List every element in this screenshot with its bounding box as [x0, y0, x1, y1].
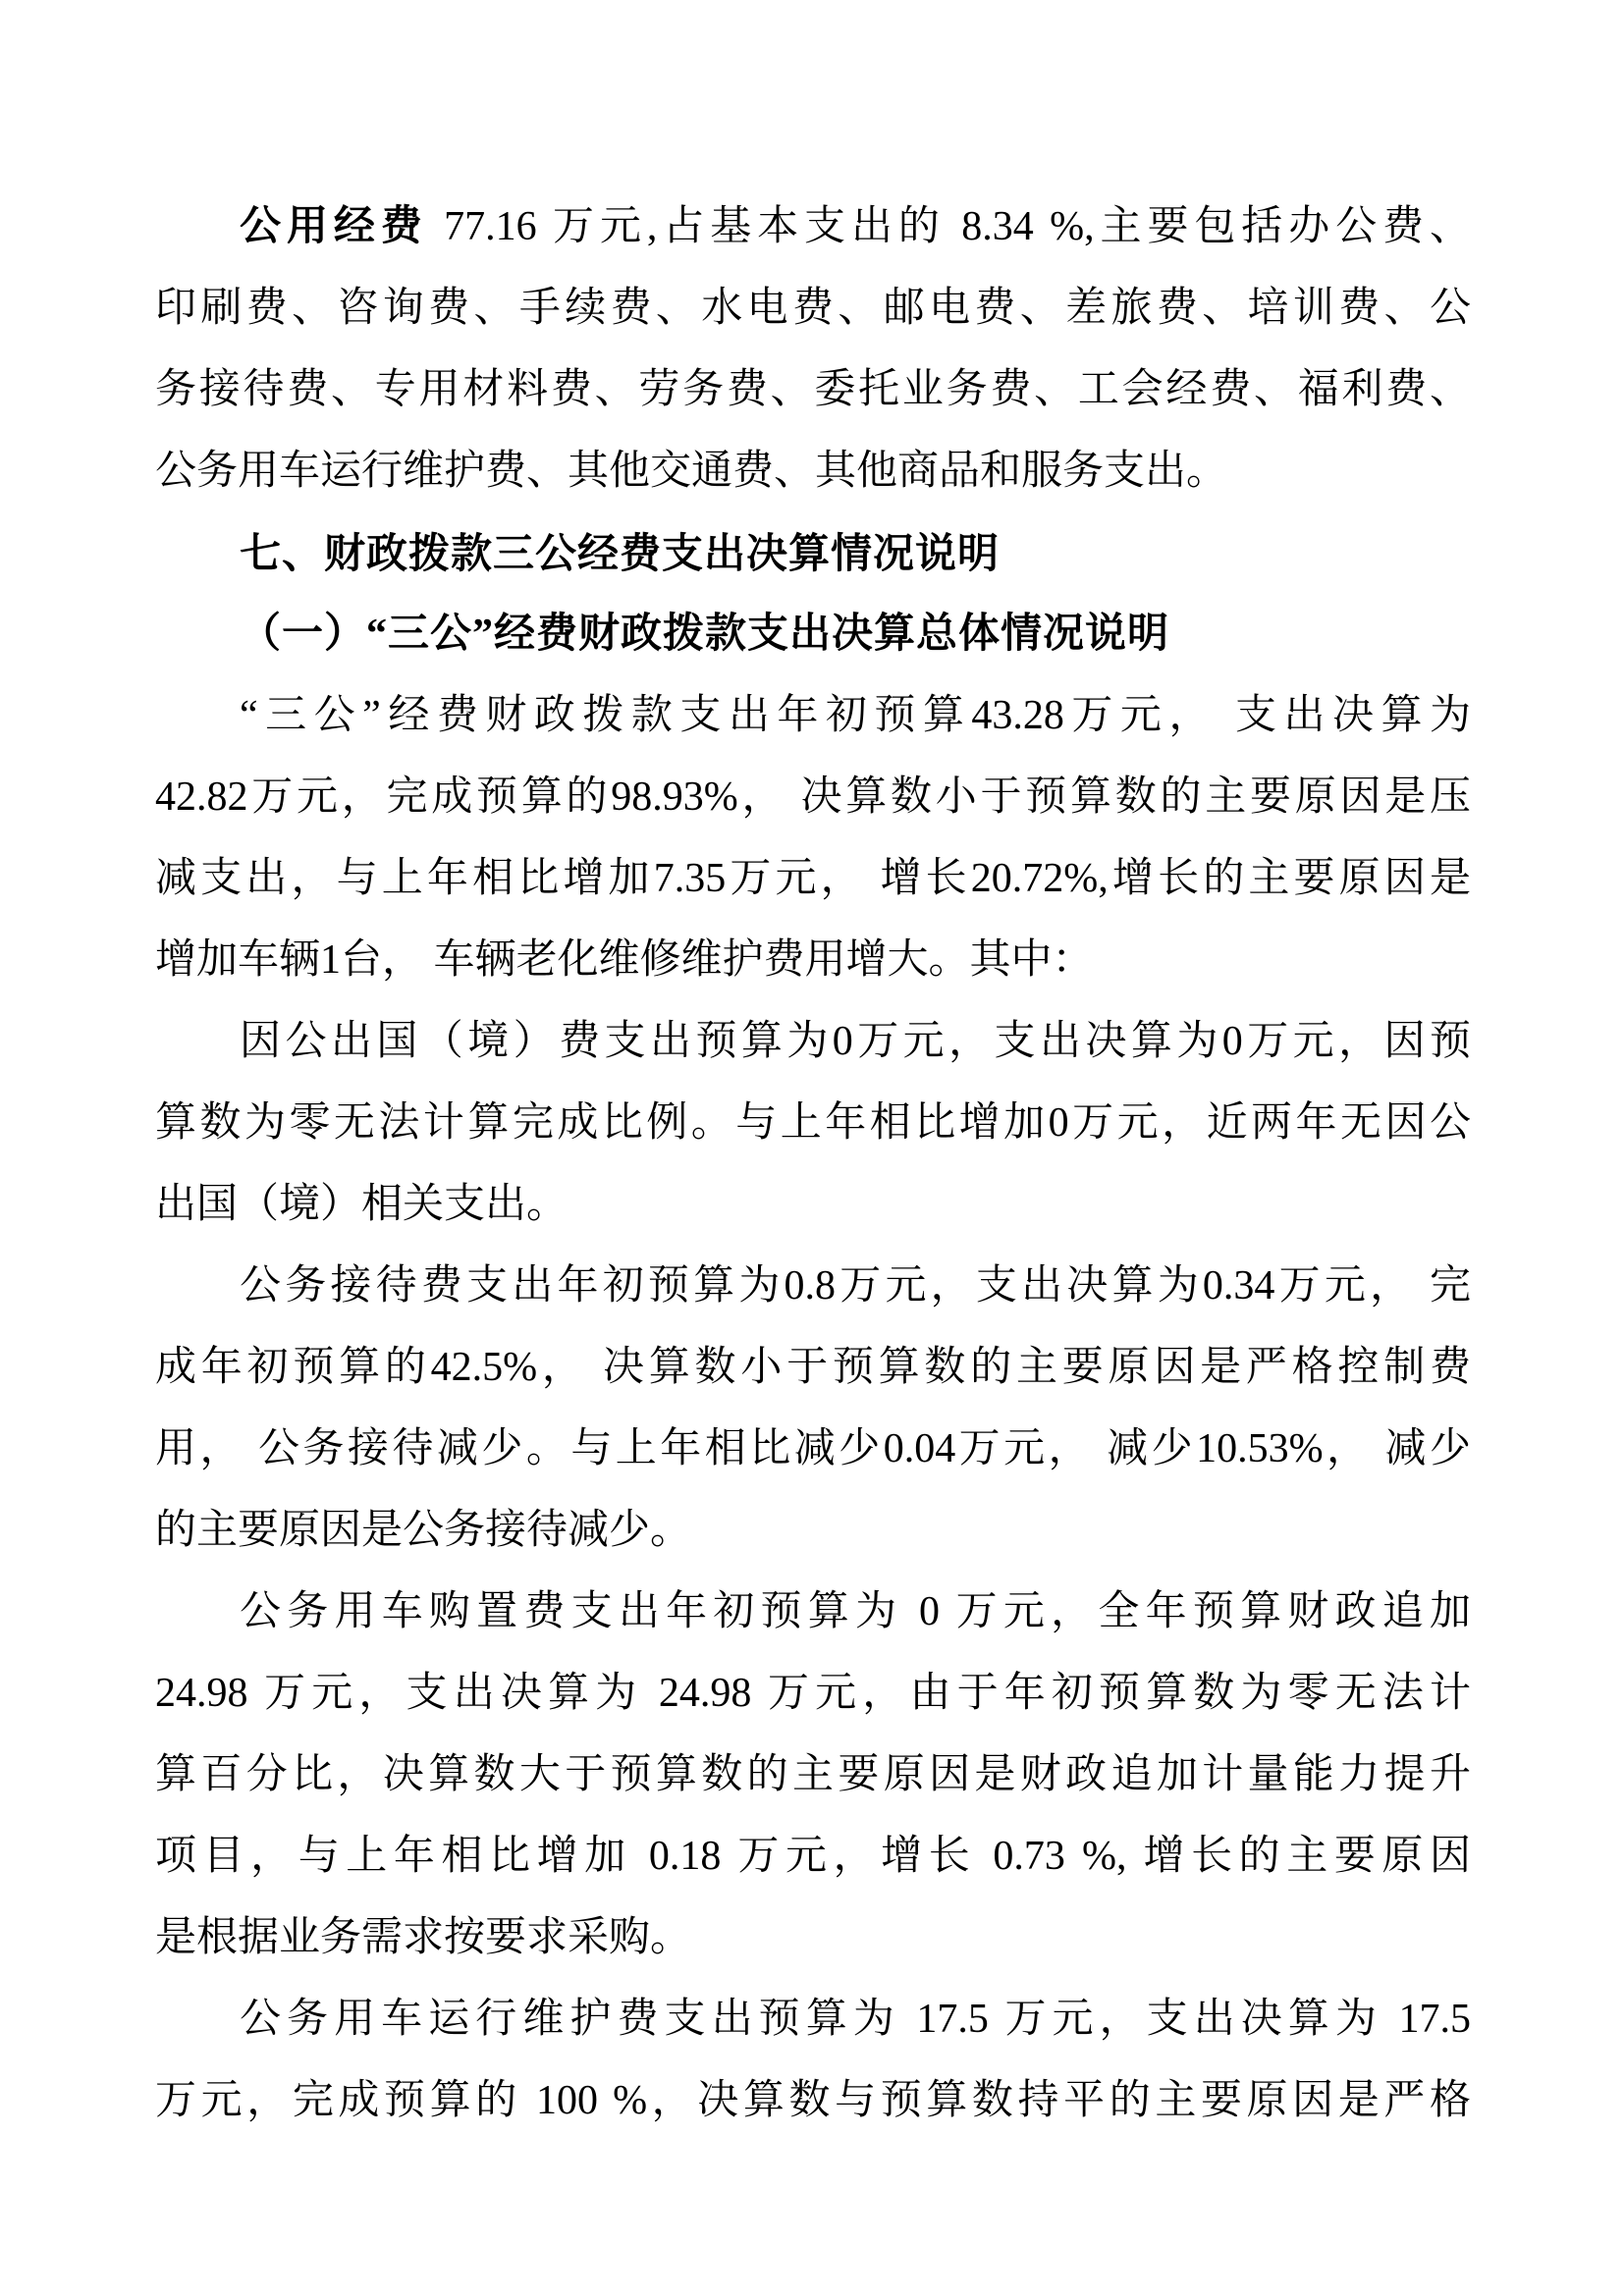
- text-run: 24.98 万元，支出决算为 24.98 万元，由于年初预算数为零无法计: [155, 1671, 1471, 1716]
- text-run: 减支出，与上年相比增加7.35万元， 增长20.72%,增长的主要原因是: [155, 856, 1471, 901]
- heading-subsection-one: [155, 594, 1471, 675]
- doc-line: [155, 1653, 1471, 1735]
- text-run: 务接待费、专用材料费、劳务费、委托业务费、工会经费、福利费、: [155, 367, 1471, 412]
- doc-line: [155, 675, 1471, 757]
- doc-line: [155, 1246, 1471, 1327]
- text-run: 出国（境）相关支出。: [155, 1182, 568, 1227]
- doc-line: [155, 349, 1471, 431]
- text-run: 公务用车运行维护费支出预算为 17.5 万元，支出决算为 17.5: [240, 1997, 1471, 2042]
- doc-line: [155, 838, 1471, 920]
- doc-line: [155, 1490, 1471, 1572]
- doc-line: [155, 1816, 1471, 1897]
- doc-line: [155, 431, 1471, 512]
- text-run: 77.16 万元,占基本支出的 8.34 %,主要包括办公费、: [427, 204, 1471, 249]
- bold-text-run: 七、财政拨款三公经费支出决算情况说明: [240, 529, 1001, 577]
- bold-text-run: 公用经费: [240, 204, 428, 249]
- para-vehicle-maintenance: [155, 1979, 1471, 2142]
- text-run: 是根据业务需求按要求采购。: [155, 1915, 692, 1960]
- doc-line: [155, 757, 1471, 838]
- text-run: 成年初预算的42.5%， 决算数小于预算数的主要原因是严格控制费: [155, 1345, 1471, 1390]
- text-run: 公务接待费支出年初预算为0.8万元，支出决算为0.34万元， 完: [240, 1263, 1471, 1308]
- para-abroad-expense: [155, 1001, 1471, 1246]
- para-sangong-overview: [155, 675, 1471, 1001]
- para-public-expense: [155, 187, 1471, 512]
- text-run: 公务用车运行维护费、其他交通费、其他商品和服务支出。: [155, 449, 1228, 494]
- text-run: 因公出国（境）费支出预算为0万元，支出决算为0万元，因预: [240, 1019, 1471, 1064]
- doc-line: [155, 1572, 1471, 1653]
- text-run: 的主要原因是公务接待减少。: [155, 1508, 692, 1553]
- para-reception-expense: [155, 1246, 1471, 1572]
- text-run: 印刷费、咨询费、手续费、水电费、邮电费、差旅费、培训费、公: [155, 286, 1471, 331]
- document-body: [155, 187, 1471, 2142]
- text-run: 用， 公务接待减少。与上年相比减少0.04万元， 减少10.53%， 减少: [155, 1426, 1471, 1471]
- doc-line: [155, 1164, 1471, 1246]
- text-run: 公务用车购置费支出年初预算为 0 万元，全年预算财政追加: [240, 1589, 1471, 1634]
- text-run: 算百分比，决算数大于预算数的主要原因是财政追加计量能力提升: [155, 1752, 1471, 1797]
- doc-line: [155, 1897, 1471, 1979]
- doc-line: [155, 920, 1471, 1001]
- doc-line: [155, 1001, 1471, 1083]
- text-run: 增加车辆1台， 车辆老化维修维护费用增大。其中：: [155, 937, 1094, 983]
- bold-text-run: （一）“三公”经费财政拨款支出决算总体情况说明: [240, 612, 1170, 657]
- doc-line: [155, 512, 1471, 594]
- doc-line: [155, 1083, 1471, 1164]
- heading-section-seven: [155, 512, 1471, 594]
- text-run: “三公”经费财政拨款支出年初预算43.28万元， 支出决算为: [240, 693, 1471, 738]
- doc-line: [155, 1409, 1471, 1490]
- doc-line: [155, 1979, 1471, 2060]
- text-run: 算数为零无法计算完成比例。与上年相比增加0万元，近两年无因公: [155, 1100, 1471, 1146]
- text-run: 42.82万元，完成预算的98.93%， 决算数小于预算数的主要原因是压: [155, 774, 1471, 820]
- text-run: 万元，完成预算的 100 %，决算数与预算数持平的主要原因是严格: [155, 2078, 1471, 2123]
- doc-line: [155, 268, 1471, 349]
- para-vehicle-purchase: [155, 1572, 1471, 1979]
- doc-line: [155, 1327, 1471, 1409]
- doc-line: [155, 1735, 1471, 1816]
- text-run: 项目，与上年相比增加 0.18 万元，增长 0.73 %, 增长的主要原因: [155, 1834, 1471, 1879]
- doc-line: [155, 2060, 1471, 2142]
- doc-line: [155, 594, 1471, 675]
- doc-line: [155, 187, 1471, 268]
